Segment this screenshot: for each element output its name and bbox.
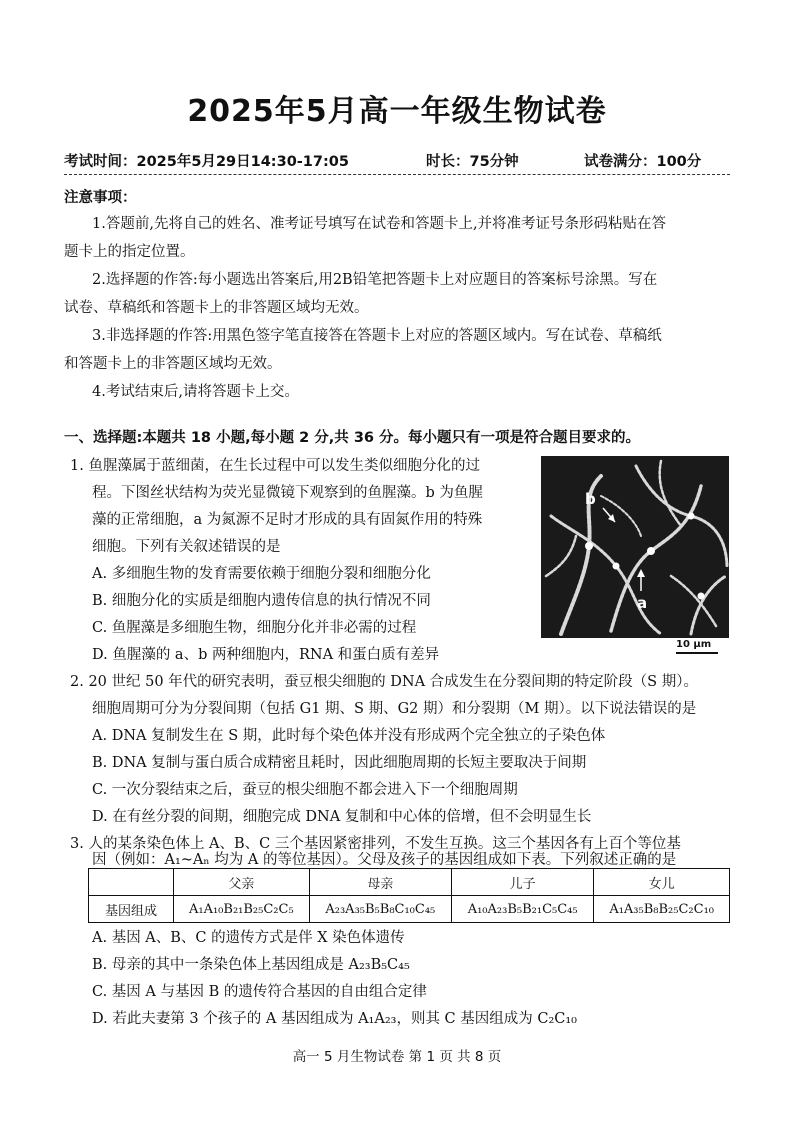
micrograph-image (541, 456, 729, 638)
q1-option-c: C. 鱼腥藻是多细胞生物，细胞分化并非必需的过程 (92, 620, 417, 636)
header-mother: 母亲 (309, 869, 451, 896)
label-a: a (637, 594, 648, 612)
note-4: 4.考试结束后,请将答题卡上交。 (92, 384, 299, 400)
note-3a: 3.非选择题的作答:用黑色签字笔直接答在答题卡上对应的答题区域内。写在试卷、草稿纸 (92, 328, 662, 344)
page-footer: 高一 5 月生物试卷 第 1 页 共 8 页 (292, 1049, 502, 1065)
q1-line-4: 细胞。下列有关叙述错误的是 (92, 539, 281, 555)
scale-bar (676, 652, 718, 654)
q3-option-b: B. 母亲的其中一条染色体上基因组成是 A₂₃B₅C₄₅ (92, 957, 410, 973)
q3-option-a: A. 基因 A、B、C 的遗传方式是伴 X 染色体遗传 (92, 930, 405, 946)
header-cell-empty (89, 869, 174, 896)
note-2b: 试卷、草稿纸和答题卡上的非答题区域均无效。 (64, 300, 369, 316)
header-father: 父亲 (174, 869, 310, 896)
cell-son: A₁₀A₂₃B₅B₂₁C₅C₄₅ (451, 896, 593, 923)
cell-daughter: A₁A₃₅B₈B₂₅C₂C₁₀ (594, 896, 730, 923)
cell-mother: A₂₃A₃₅B₅B₈C₁₀C₄₅ (309, 896, 451, 923)
q2-option-c: C. 一次分裂结束之后，蚕豆的根尖细胞不都会进入下一个细胞周期 (92, 782, 518, 798)
header-daughter: 女儿 (594, 869, 730, 896)
q1-line-3: 藻的正常细胞，a 为氮源不足时才形成的具有固氮作用的特殊 (92, 512, 483, 528)
notes-heading: 注意事项： (64, 190, 137, 206)
gene-table-header (89, 869, 730, 896)
exam-info-row (64, 150, 730, 175)
note-2a: 2.选择题的作答:每小题选出答案后,用2B铅笔把答题卡上对应题目的答案标号涂黑。写在 (92, 272, 658, 288)
row-label: 基因组成 (89, 896, 174, 923)
q3-option-d: D. 若此夫妻第 3 个孩子的 A 基因组成为 A₁A₂₃，则其 C 基因组成为 C₂C₁₀ (92, 1011, 577, 1027)
cell-father: A₁A₁₀B₂₁B₂₅C₂C₅ (174, 896, 310, 923)
full-score: 试卷满分：100分 (584, 154, 702, 170)
exam-time: 考试时间：2025年5月29日14:30-17:05 (64, 154, 349, 170)
q1-option-d: D. 鱼腥藻的 a、b 两种细胞内，RNA 和蛋白质有差异 (92, 647, 440, 663)
note-1b: 题卡上的指定位置。 (64, 244, 195, 260)
scale-label: 10 μm (676, 639, 712, 650)
section-heading: 一、选择题:本题共 18 小题,每小题 2 分,共 36 分。每小题只有一项是符合题目要求的。 (64, 430, 641, 446)
q1-line-1: 1. 鱼腥藻属于蓝细菌，在生长过程中可以发生类似细胞分化的过 (70, 458, 480, 474)
gene-table (88, 868, 730, 923)
notes-body (64, 210, 732, 406)
note-3b: 和答题卡上的非答题区域均无效。 (64, 356, 282, 372)
q3-option-c: C. 基因 A 与基因 B 的遗传符合基因的自由组合定律 (92, 984, 427, 1000)
note-1a: 1.答题前,先将自己的姓名、准考证号填写在试卷和答题卡上,并将准考证号条形码粘贴在答 (92, 216, 667, 232)
micrograph-filaments (541, 456, 729, 638)
gene-table-row (89, 896, 730, 923)
q1-line-2: 程。下图丝状结构为荧光显微镜下观察到的鱼腥藻。b 为鱼腥 (92, 485, 483, 501)
q3-line-1: 3. 人的某条染色体上 A、B、C 三个基因紧密排列，不发生互换。这三个基因各有上百个等位基 (70, 836, 681, 852)
header-son: 儿子 (451, 869, 593, 896)
q2-line-1: 2. 20 世纪 50 年代的研究表明，蚕豆根尖细胞的 DNA 合成发生在分裂间期的特定阶段（S 期）。 (70, 674, 698, 690)
q1-option-a: A. 多细胞生物的发育需要依赖于细胞分裂和细胞分化 (92, 566, 431, 582)
q2-option-a: A. DNA 复制发生在 S 期，此时每个染色体并没有形成两个完全独立的子染色体 (92, 728, 606, 744)
exam-title: 2025年5月高一年级生物试卷 (187, 94, 607, 129)
exam-duration: 时长：75分钟 (426, 154, 519, 170)
q2-option-b: B. DNA 复制与蛋白质合成精密且耗时，因此细胞周期的长短主要取决于间期 (92, 755, 587, 771)
q3-line-2: 因（例如：A₁~Aₙ 均为 A 的等位基因）。父母及孩子的基因组成如下表。下列叙述正确的是 (92, 852, 677, 868)
label-b: b (585, 490, 596, 508)
q2-line-2: 细胞周期可分为分裂间期（包括 G1 期、S 期、G2 期）和分裂期（M 期）。以下说法错误的是 (92, 701, 697, 717)
q1-option-b: B. 细胞分化的实质是细胞内遗传信息的执行情况不同 (92, 593, 431, 609)
q2-option-d: D. 在有丝分裂的间期，细胞完成 DNA 复制和中心体的倍增，但不会明显生长 (92, 809, 592, 825)
